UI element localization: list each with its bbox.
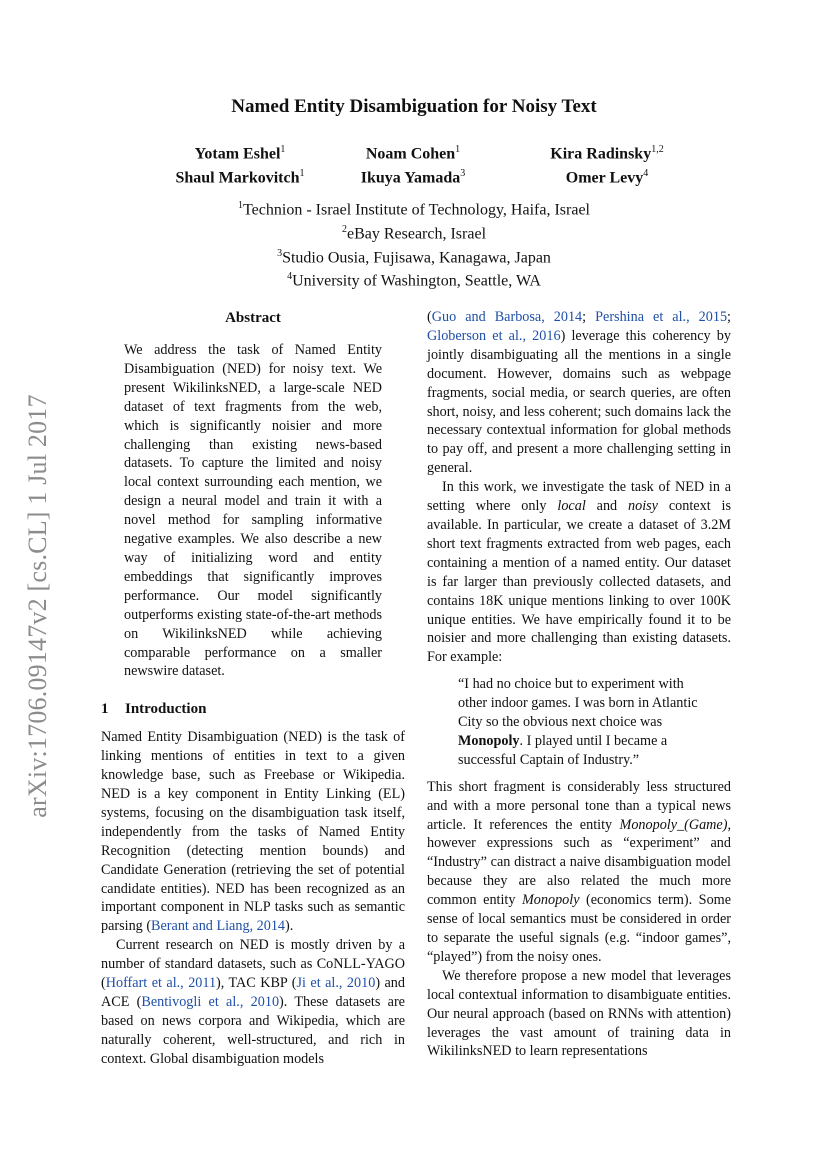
citation-link[interactable]: Globerson et al., 2016 (427, 327, 561, 344)
citation-link[interactable]: Guo and Barbosa, 2014 (431, 309, 583, 325)
author: Yotam Eshel$^1$ (194, 144, 286, 163)
citation-link[interactable]: Pershina et al., 2015 (595, 309, 728, 325)
intro-paragraph-3: In this work, we investigate the task of NED in a setting where only local and noisy context is available. In particular, we create a dataset of 3.2M short text fragments extracted from web pages, each containing a mention of a named entity. Our dataset is far larger than previously collected datasets, and contains 18K unique mentions linking to over 100K unique entities. We have empirically found it to be noisier and more challenging than existing datasets. For example: (427, 479, 731, 666)
citation-link[interactable]: Bentivogli et al., 2010 (141, 994, 280, 1010)
arxiv-identifier-stamp: arXiv:1706.09147v2 [cs.CL] 1 Jul 2017 (23, 394, 52, 818)
citation-link[interactable]: Hoffart et al., 2011 (105, 975, 217, 992)
example-quote: “I had no choice but to experiment with other indoor games. I was born in Atlantic City so the obvious next choice was Monopoly. I played until I became a successful Captain of Industry.” (458, 676, 698, 768)
citation-link[interactable]: Ji et al., 2010 (296, 975, 376, 992)
author: Omer Levy$^4$ (565, 168, 649, 187)
affiliations (0, 196, 828, 291)
intro-paragraph-2: Current research on NED is mostly driven by a number of standard datasets, such as CoNLL-YAGO (Hoffart et al., 2011), TAC KBP (Ji et al., 2010) and ACE (Bentivogli et al., 2010). These datasets are based on news corpora and Wikipedia, which are naturally coherent, well-structured, and rich in context. Global disambiguation models (101, 937, 405, 1067)
paper-title: Named Entity Disambiguation for Noisy Text (231, 96, 597, 117)
intro-paragraph-4: This short fragment is considerably less structured and with a more personal tone than a typical news article. It references the entity Monopoly_(Game), however expressions such as “experiment” and “Industry” can distract a naive disambiguation model because they are also related the much more common entity Monopoly (economics term). Some sense of local semantics must be considered in order to separate the useful signals (e.g. “indoor games”, “played”) from the noisy ones. (427, 778, 731, 965)
intro-paragraph-2-continued: (Guo and Barbosa, 2014; Pershina et al., 2015; Globerson et al., 2016) leverage this coherency by jointly disambiguating all the mentions in a single document. However, domains such as webpage fragments, social media, or search queries, are often short, noisy, and less coherent; such domains lack the necessary contextual information for global methods to pay off, and present a more challenging setting in general. (427, 309, 731, 477)
affiliation: $^2$eBay Research, Israel (341, 223, 487, 243)
author: Shaul Markovitch$^1$ (175, 168, 305, 187)
affiliation: $^1$Technion - Israel Institute of Technology, Haifa, Israel (238, 200, 590, 219)
intro-paragraph-1: Named Entity Disambiguation (NED) is the task of linking mentions of entities in text to a given knowledge base, such as Freebase or Wikipedia. NED is a key component in Entity Linking (EL) systems, focusing on the disambiguation task itself, independently from the tasks of Named Entity Recognition (detecting mention bounds) and Candidate Generation (retrieving the set of potential candidate entities). NED has been recognized as an important component in NLP tasks such as semantic parsing (Berant and Liang, 2014). (101, 729, 405, 935)
author: Ikuya Yamada$^3$ (360, 168, 466, 187)
author-column-1 (150, 140, 330, 189)
author-column-2 (323, 140, 503, 189)
affiliation: $^3$Studio Ousia, Fujisawa, Kanagawa, Japan (277, 247, 551, 266)
author-column-3 (517, 140, 697, 189)
left-column (101, 308, 405, 1069)
citation-link[interactable]: Berant and Liang, 2014 (151, 918, 286, 935)
intro-paragraph-5: We therefore propose a new model that leverages local contextual information to disambiguate entities. Our neural approach (based on RNNs with attention) leverages the vast amount of training data in WikilinksNED to learn representations (427, 967, 731, 1060)
abstract-heading: Abstract (225, 310, 281, 326)
affiliation: $^4$University of Washington, Seattle, WA (287, 271, 541, 290)
right-column (427, 308, 731, 1061)
section-heading-introduction: 1 Introduction (101, 701, 207, 718)
abstract-text: We address the task of Named Entity Disambiguation (NED) for noisy text. We present WikilinksNED, a large-scale NED dataset of text fragments from the web, which is significantly noisier and more challenging than existing news-based datasets. To capture the limited and noisy local context surrounding each mention, we design a neural model and train it with a novel method for sampling informative negative examples. We also describe a new way of initializing word and entity embeddings that significantly improves performance. Our model significantly outperforms existing state-of-the-art methods on WikilinksNED while achieving comparable performance on a smaller newswire dataset. (124, 342, 382, 680)
author: Noam Cohen$^1$ (365, 144, 461, 163)
author: Kira Radinsky$^{1,2}$ (550, 144, 664, 163)
